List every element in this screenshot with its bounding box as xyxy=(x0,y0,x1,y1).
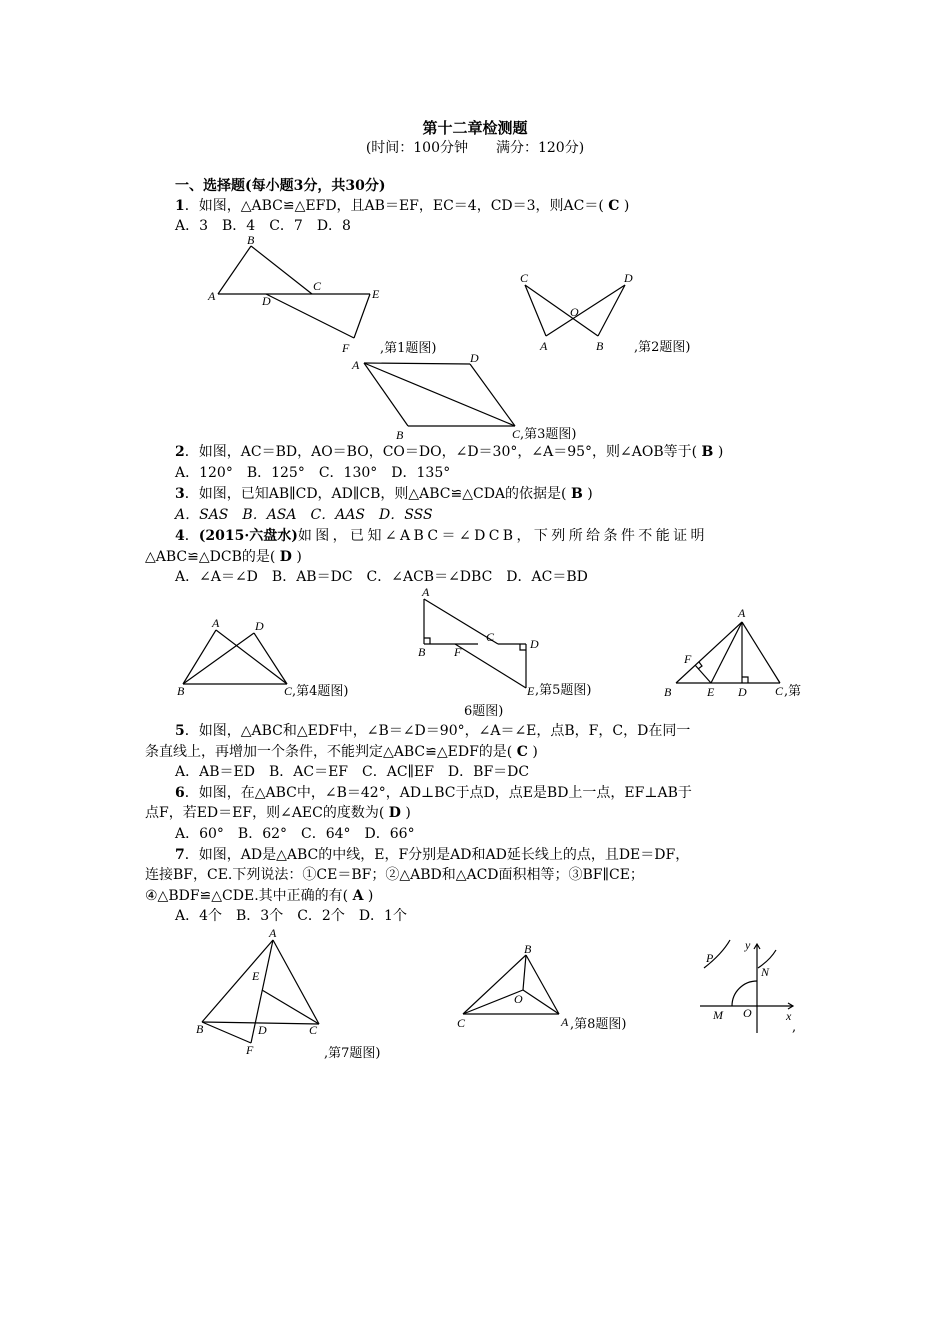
question-4-options: A．∠A＝∠D B．AB＝DC C．∠ACB＝∠DBC D．AC＝BD xyxy=(175,569,588,585)
fig2-label-B: B xyxy=(596,339,604,353)
question-stem: ．如图，已知AB∥CD，AD∥CB，则△ABC≌△CDA的依据是( xyxy=(184,486,567,502)
question-stem: △ABC≌△DCB的是( xyxy=(145,549,276,565)
fig1-label-F: F xyxy=(342,341,350,355)
fig9-label-x: x xyxy=(786,1009,792,1023)
question-number: 7 xyxy=(175,847,185,863)
paren-close: ) xyxy=(623,198,630,214)
question-7-options: A．4个 B．3个 C．2个 D．1个 xyxy=(175,908,407,924)
fig5-label-B: B xyxy=(418,645,426,659)
figure-9 xyxy=(700,938,796,1035)
fig4-label-C: C xyxy=(284,684,293,698)
fig6-label-C: C xyxy=(775,684,784,698)
fig8-label-C: C xyxy=(457,1016,466,1030)
page-title: 第十二章检测题 xyxy=(422,119,528,137)
fig7-label-C: C xyxy=(309,1023,318,1037)
answer: C xyxy=(608,198,620,214)
question-2-options: A．120° B．125° C．130° D．135° xyxy=(175,465,451,481)
fig6-caption: ,第 xyxy=(784,684,802,699)
answer: B xyxy=(701,444,714,460)
fig6-label-B: B xyxy=(664,685,672,699)
fig2-label-C: C xyxy=(520,271,529,285)
fig4-label-D: D xyxy=(255,619,264,633)
question-7-line2: 连接BF，CE.下列说法：①CE＝BF；②△ABD和△ACD面积相等；③BF∥CE； xyxy=(145,867,644,883)
fig3-label-C: C xyxy=(512,427,521,441)
fig1-label-D: D xyxy=(262,294,271,308)
fig4-label-B: B xyxy=(177,684,185,698)
fig1-label-C: C xyxy=(313,279,322,293)
fig6-label-A: A xyxy=(738,606,746,620)
fig8-label-O: O xyxy=(514,992,523,1006)
answer: C xyxy=(516,744,528,760)
fig9-label-P: P xyxy=(706,951,714,965)
figure-2 xyxy=(520,271,690,355)
fig2-label-D: D xyxy=(624,271,633,285)
fig5-label-A: A xyxy=(422,585,430,599)
question-3-options: A．SAS B．ASA C．AAS D．SSS xyxy=(175,507,433,523)
fig3-label-A: A xyxy=(352,358,360,372)
paren-close: ) xyxy=(405,805,411,821)
page-subtitle: (时间：100分钟 满分：120分) xyxy=(365,140,585,156)
fig4-label-A: A xyxy=(212,616,220,630)
fig3-caption: ,第3题图) xyxy=(520,427,577,442)
fig9-label-O: O xyxy=(743,1006,752,1020)
question-stem: ．如图，AC＝BD，AO＝BO，CO＝DO，∠D＝30°，∠A＝95°，则∠AOB等于( xyxy=(184,444,698,460)
fig8-caption: ,第8题图) xyxy=(570,1017,627,1032)
fig4-caption: ,第4题图) xyxy=(292,684,349,699)
fig7-caption: ,第7题图) xyxy=(324,1046,381,1061)
fig1-label-E: E xyxy=(372,287,380,301)
question-1-options: A．3 B．4 C．7 D．8 xyxy=(175,218,351,234)
figure-5 xyxy=(418,585,591,698)
question-number: 1 xyxy=(175,198,185,214)
fig7-label-A: A xyxy=(269,926,277,940)
question-stem: ④△BDF≌△CDE.其中正确的有( xyxy=(145,888,349,904)
fig5-label-F: F xyxy=(454,645,462,659)
answer: D xyxy=(388,805,401,821)
question-stem: ．如图，在△ABC中，∠B＝42°，AD⊥BC于点D，点E是BD上一点，EF⊥AB于 xyxy=(184,785,692,801)
fig9-label-M: M xyxy=(713,1008,723,1022)
fig5-caption: ,第5题图) xyxy=(535,683,592,698)
answer: B xyxy=(570,486,583,502)
fig7-label-F: F xyxy=(246,1043,254,1057)
figure-3 xyxy=(351,351,576,442)
figure-4 xyxy=(177,616,348,699)
question-6-options: A．60° B．62° C．64° D．66° xyxy=(175,826,415,842)
fig6-label-F: F xyxy=(684,652,692,666)
paren-close: ) xyxy=(717,444,724,460)
question-stem: ．如图，△ABC和△EDF中，∠B＝∠D＝90°，∠A＝∠E，点B，F，C，D在同一 xyxy=(184,723,691,739)
fig5-label-D: D xyxy=(530,637,539,651)
paren-close: ) xyxy=(587,486,593,502)
question-number: 5 xyxy=(175,723,185,739)
question-number: 4 xyxy=(175,528,185,544)
answer: D xyxy=(279,549,292,565)
answer: A xyxy=(352,888,364,904)
fig1-caption: ,第1题图) xyxy=(380,341,437,356)
fig9-label-y: y xyxy=(745,938,751,952)
fig1-label-B: B xyxy=(247,233,255,247)
question-4: 4．(2015·六盘水)如图，已知∠ABC＝∠DCB，下列所给条件不能证明 xyxy=(175,528,708,544)
fig1-label-A: A xyxy=(208,289,216,303)
fig3-label-D: D xyxy=(470,351,479,365)
question-number: 6 xyxy=(175,785,185,801)
paren-close: ) xyxy=(367,888,374,904)
fig5-label-E: E xyxy=(527,684,535,698)
figure-1 xyxy=(207,233,436,356)
fig6-label-E: E xyxy=(707,685,715,699)
fig9-label-N: N xyxy=(761,965,770,979)
fig6-caption-cont: 6题图) xyxy=(464,704,504,719)
question-number: 3 xyxy=(175,486,185,502)
fig8-label-B: B xyxy=(524,942,532,956)
question-stem: 条直线上，再增加一个条件，不能判定△ABC≌△EDF的是( xyxy=(145,744,513,760)
fig2-caption: ,第2题图) xyxy=(634,340,691,355)
fig6-label-D: D xyxy=(738,685,747,699)
paren-close: ) xyxy=(296,549,302,565)
question-5-options: A．AB＝ED B．AC＝EF C．AC∥EF D．BF＝DC xyxy=(175,764,530,780)
fig2-label-O: O xyxy=(570,305,579,319)
question-stem: ．如图，AD是△ABC的中线，E，F分别是AD和AD延长线上的点，且DE＝DF， xyxy=(184,847,690,863)
fig7-label-B: B xyxy=(196,1022,204,1036)
paren-close: ) xyxy=(532,744,538,760)
question-stem: ．如图，△ABC≌△EFD，且AB＝EF，EC＝4，CD＝3，则AC＝( xyxy=(184,198,604,214)
question-stem: 点F，若ED＝EF，则∠AEC的度数为( xyxy=(145,805,385,821)
figure-6 xyxy=(464,606,801,719)
question-source: (2015·六盘水) xyxy=(198,528,298,544)
question-number: 2 xyxy=(175,444,185,460)
fig5-label-C: C xyxy=(486,630,495,644)
fig3-label-B: B xyxy=(396,428,404,442)
fig9-caption: , xyxy=(792,1020,797,1035)
fig7-label-E: E xyxy=(252,969,260,983)
figure-7 xyxy=(196,926,380,1061)
figure-8 xyxy=(457,942,626,1032)
section-heading: 一、选择题(每小题3分，共30分) xyxy=(175,178,386,194)
fig7-label-D: D xyxy=(258,1023,267,1037)
fig2-label-A: A xyxy=(540,339,548,353)
question-stem: 如图，已知∠ABC＝∠DCB，下列所给条件不能证明 xyxy=(297,528,708,544)
fig8-label-A: A xyxy=(561,1015,569,1029)
